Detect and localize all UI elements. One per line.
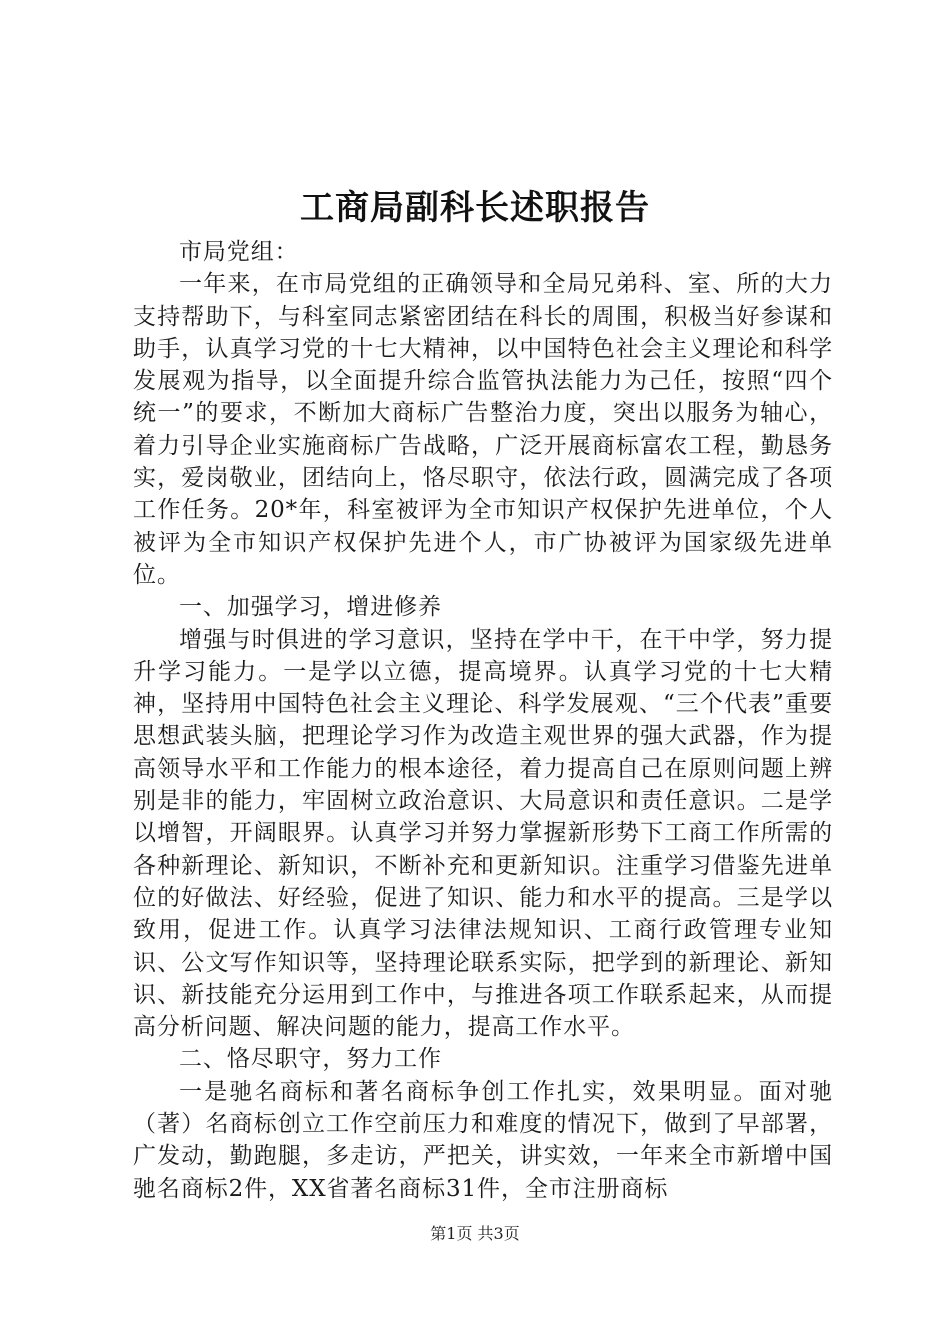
page-number: 第1页 共3页 xyxy=(430,1224,520,1243)
paragraph-intro: 一年来，在市局党组的正确领导和全局兄弟科、室、所的大力支持帮助下，与科室同志紧密团结在科长的周围，积极当好参谋和助手，认真学习党的十七大精神，以中国特色社会主义理论和科学发展观为指导，以全面提升综合监管执法能力为己任，按照“四个统一”的要求，不断加大商标广告整治力度，突出以服务为轴心，着力引导企业实施商标广告战略，广泛开展商标富农工程，勤恳务实，爱岗敬业，团结向上，恪尽职守，依法行政，圆满完成了各项工作任务。20*年，科室被评为全市知识产权保护先进单位，个人被评为全市知识产权保护先进个人，市广协被评为国家级先进单位。 xyxy=(133,271,833,588)
paragraph-work: 一是驰名商标和著名商标争创工作扎实，效果明显。面对驰（著）名商标创立工作空前压力和难度的情况下，做到了早部署，广发动，勤跑腿，多走访，严把关，讲实效，一年来全市新增中国驰名商标2件，XX省著名商标31件，全市注册商标 xyxy=(133,1078,833,1202)
paragraph-study: 增强与时俱进的学习意识，坚持在学中干，在干中学，努力提升学习能力。一是学以立德，提高境界。认真学习党的十七大精神，坚持用中国特色社会主义理论、科学发展观、“三个代表”重要思想武装头脑，把理论学习作为改造主观世界的强大武器，作为提高领导水平和工作能力的根本途径，着力提高自己在原则问题上辨别是非的能力，牢固树立政治意识、大局意识和责任意识。二是学以增智，开阔眼界。认真学习并努力掌握新形势下工商工作所需的各种新理论、新知识，不断补充和更新知识。注重学习借鉴先进单位的好做法、好经验，促进了知识、能力和水平的提高。三是学以致用，促进工作。认真学习法律法规知识、工商行政管理专业知识、公文写作知识等，坚持理论联系实际，把学到的新理论、新知识、新技能充分运用到工作中，与推进各项工作联系起来，从而提高分析问题、解决问题的能力，提高工作水平。 xyxy=(133,626,833,1041)
section-heading-2: 二、恪尽职守，努力工作 xyxy=(179,1046,442,1073)
document-title: 工商局副科长述职报告 xyxy=(300,188,650,228)
document-body xyxy=(133,236,833,1205)
section-heading-1: 一、加强学习，增进修养 xyxy=(179,594,442,621)
salutation: 市局党组： xyxy=(179,239,299,265)
